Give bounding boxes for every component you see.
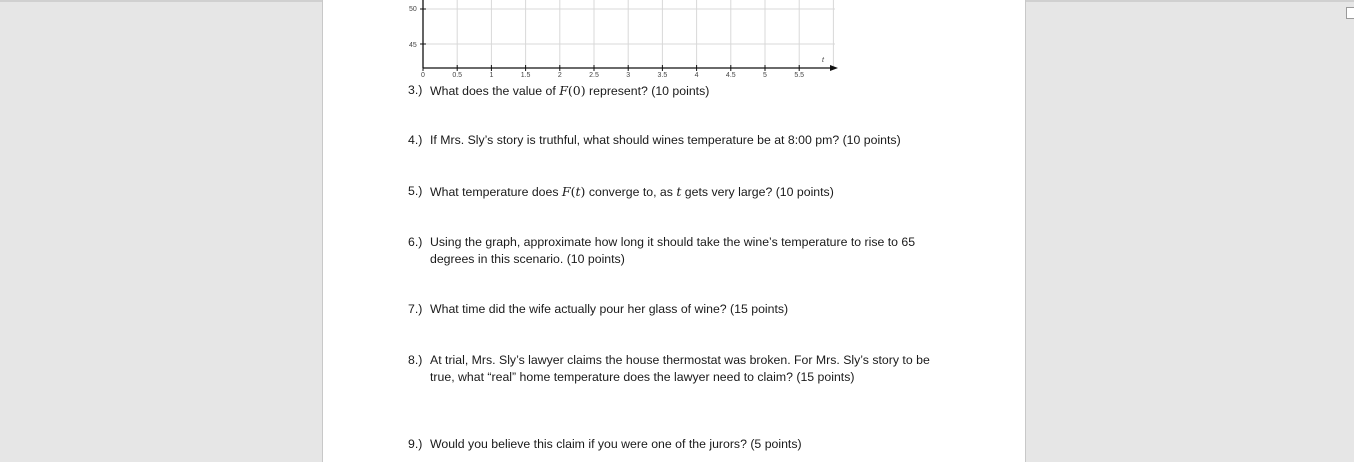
question-8 (408, 352, 968, 386)
scrollbar-marker[interactable] (1346, 7, 1354, 19)
y-tick-label: 45 (409, 42, 417, 49)
question-9 (408, 436, 968, 453)
x-tick-label: 2.5 (589, 72, 599, 79)
question-text-line: true, what “real” home temperature does the lawyer need to claim? (15 points) (430, 370, 855, 384)
x-tick-label: 4.5 (725, 72, 736, 79)
question-3: 3.) What does the value of F(0) represent? (10 points) (408, 83, 710, 98)
y-tick-labels (409, 6, 417, 49)
x-tick-labels (421, 72, 804, 79)
x-tick-label: 5 (763, 72, 767, 79)
x-tick-label: 5.5 (794, 72, 805, 79)
x-axis-symbol: t (822, 57, 824, 64)
x-tick-label: 3.5 (657, 72, 668, 79)
question-text-line: degrees in this scenario. (10 points) (430, 252, 625, 266)
temperature-graph (398, 0, 840, 82)
question-number: 4.) (408, 133, 423, 147)
question-text-line: Using the graph, approximate how long it should take the wine’s temperature to rise to 65 (430, 235, 916, 249)
graph-axes (420, 0, 838, 71)
question-number: 8.) (408, 353, 423, 367)
question-6 (408, 234, 968, 268)
question-5: 5.) What temperature does F(t) converge to, as t gets very large? (10 points) (408, 184, 834, 199)
question-number: 9.) (408, 437, 423, 451)
question-number: 7.) (408, 302, 423, 316)
question-text: If Mrs. Sly’s story is truthful, what should wines temperature be at 8:00 pm? (10 points) (430, 133, 901, 147)
x-tick-label: 0.5 (452, 72, 463, 79)
x-tick-label: 1.5 (520, 72, 531, 79)
question-text: What time did the wife actually pour her glass of wine? (15 points) (430, 302, 789, 316)
x-tick-label: 0 (421, 72, 425, 79)
question-text-line: At trial, Mrs. Sly’s lawyer claims the house thermostat was broken. For Mrs. Sly’s story to be (430, 353, 930, 367)
graph-grid (423, 0, 835, 68)
question-text: Would you believe this claim if you were one of the jurors? (5 points) (430, 437, 802, 451)
question-7 (408, 301, 968, 318)
x-axis-arrow (830, 65, 838, 71)
x-tick-label: 2 (557, 72, 562, 79)
x-tick-label: 1 (489, 72, 494, 79)
question-number: 3.) (408, 83, 423, 97)
x-tick-label: 4 (694, 72, 699, 79)
y-tick-label: 50 (409, 6, 417, 13)
x-tick-label: 3 (626, 72, 631, 79)
question-4 (408, 132, 968, 149)
question-number: 6.) (408, 235, 423, 249)
question-number: 5.) (408, 184, 423, 198)
